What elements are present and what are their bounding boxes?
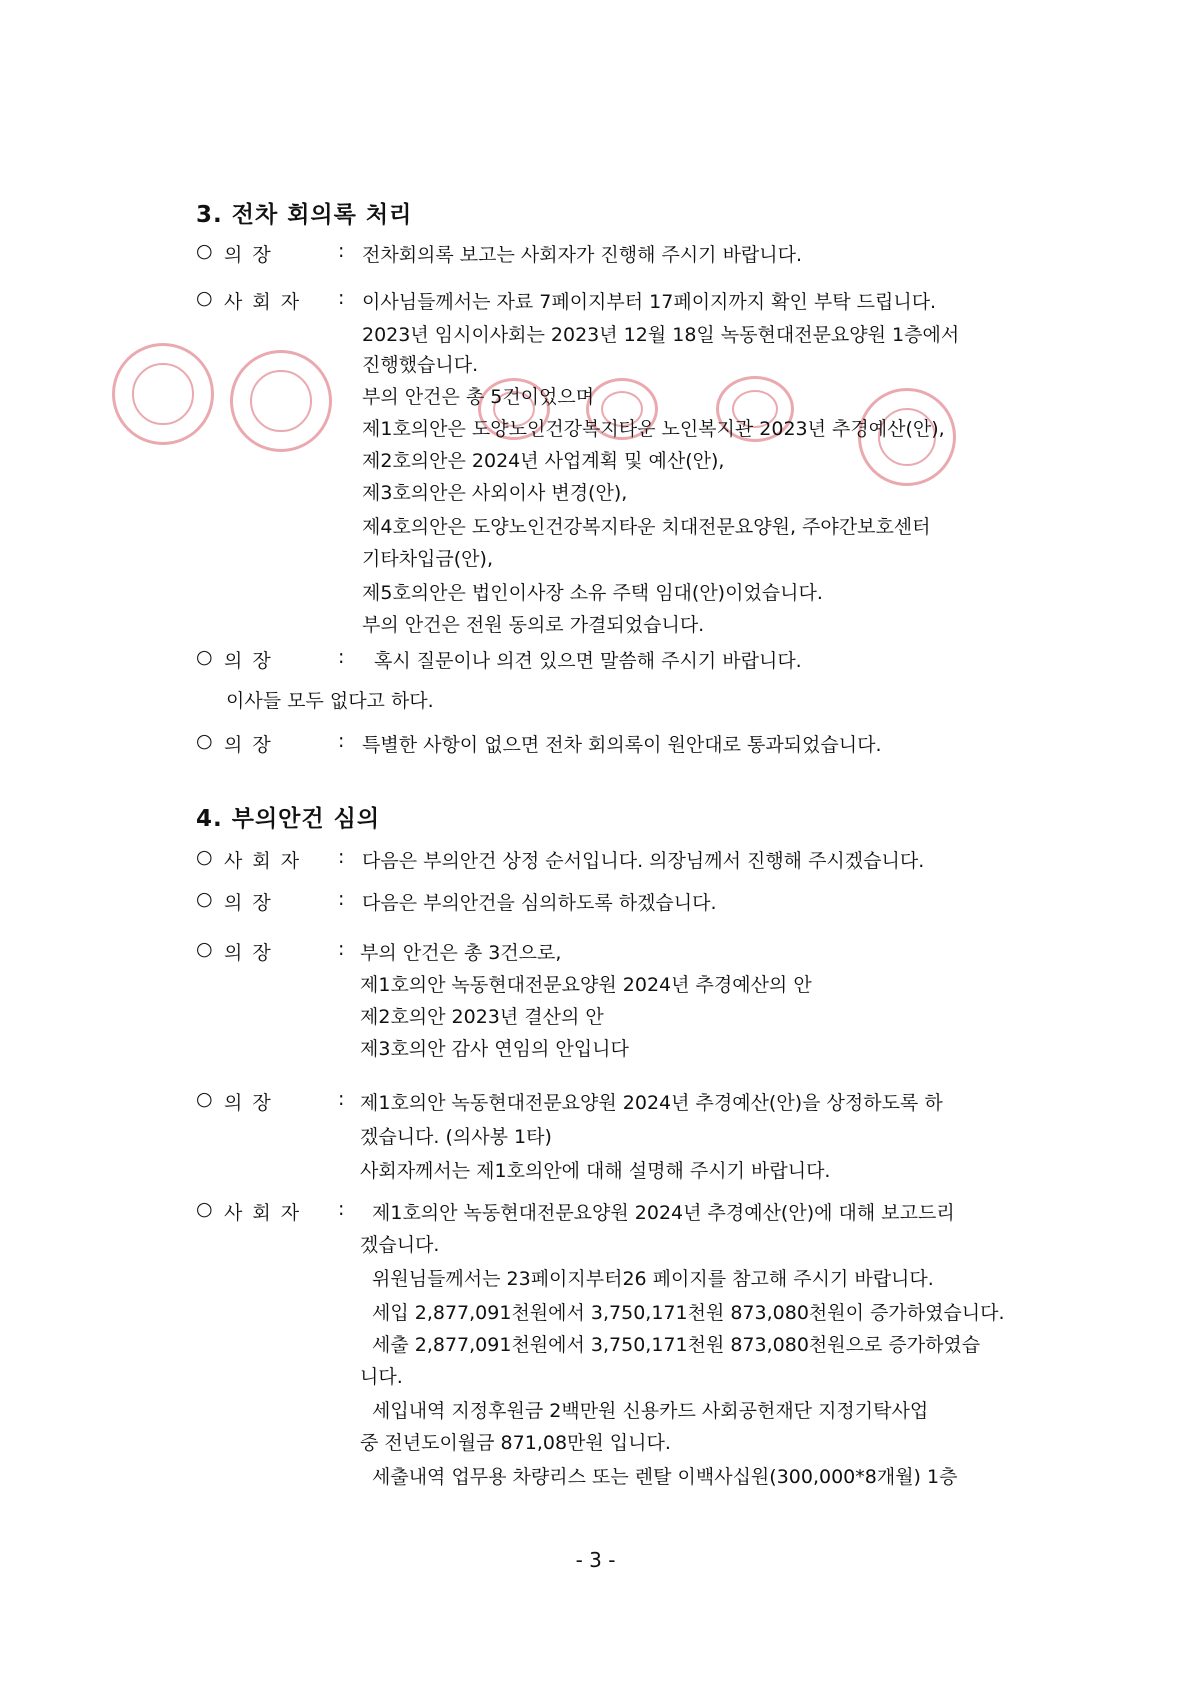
minutes-note: 이사들 모두 없다고 하다.: [226, 690, 434, 712]
minutes-text: 제2호의안은 2024년 사업계획 및 예산(안),: [362, 450, 725, 472]
section-heading: 4. 부의안건 심의: [196, 806, 381, 832]
minutes-text: 2023년 임시이사회는 2023년 12월 18일 녹동현대전문요양원 1층에서: [362, 324, 960, 346]
circle-bullet-icon: ○: [196, 846, 213, 868]
minutes-text: 제1호의안 녹동현대전문요양원 2024년 추경예산의 안: [360, 974, 812, 996]
circle-bullet-icon: ○: [196, 938, 213, 960]
minutes-text: 기타차입금(안),: [362, 548, 493, 570]
minutes-text: 제3호의안은 사외이사 변경(안),: [362, 482, 628, 504]
minutes-text: 부의 안건은 총 3건으로,: [360, 942, 562, 964]
seal-stamp: [112, 343, 214, 445]
minutes-text: 부의 안건은 전원 동의로 가결되었습니다.: [362, 614, 705, 636]
minutes-text: 위원님들께서는 23페이지부터26 페이지를 참고해 주시기 바랍니다.: [372, 1268, 934, 1290]
colon: :: [338, 287, 345, 309]
speaker-label: 의 장: [224, 650, 273, 672]
minutes-text: 사회자께서는 제1호의안에 대해 설명해 주시기 바랍니다.: [360, 1160, 831, 1182]
page-number: - 3 -: [575, 1548, 616, 1572]
colon: :: [338, 1088, 345, 1110]
speaker-label: 의 장: [224, 892, 273, 914]
speaker-label: 의 장: [224, 1092, 273, 1114]
minutes-text: 특별한 사항이 없으면 전차 회의록이 원안대로 통과되었습니다.: [362, 734, 882, 756]
minutes-text: 세입 2,877,091천원에서 3,750,171천원 873,080천원이 증가하였습니다.: [372, 1302, 1005, 1324]
minutes-text: 니다.: [360, 1366, 403, 1388]
circle-bullet-icon: ○: [196, 240, 213, 262]
minutes-text: 겠습니다. (의사봉 1타): [360, 1126, 552, 1148]
minutes-text: 세출 2,877,091천원에서 3,750,171천원 873,080천원으로 증가하였습: [372, 1334, 981, 1356]
circle-bullet-icon: ○: [196, 888, 213, 910]
minutes-text: 이사님들께서는 자료 7페이지부터 17페이지까지 확인 부탁 드립니다.: [362, 291, 937, 313]
minutes-text: 혹시 질문이나 의견 있으면 말씀해 주시기 바랍니다.: [374, 650, 802, 672]
speaker-label: 의 장: [224, 734, 273, 756]
speaker-label: 의 장: [224, 942, 273, 964]
colon: :: [338, 846, 345, 868]
circle-bullet-icon: ○: [196, 646, 213, 668]
minutes-text: 제4호의안은 도양노인건강복지타운 치대전문요양원, 주야간보호센터: [362, 516, 931, 538]
minutes-text: 제5호의안은 법인이사장 소유 주택 임대(안)이었습니다.: [362, 582, 823, 604]
circle-bullet-icon: ○: [196, 1088, 213, 1110]
minutes-text: 중 전년도이월금 871,08만원 입니다.: [360, 1432, 671, 1454]
minutes-text: 제2호의안 2023년 결산의 안: [360, 1006, 604, 1028]
speaker-label: 의 장: [224, 244, 273, 266]
section-heading: 3. 전차 회의록 처리: [196, 202, 413, 228]
minutes-text: 제1호의안 녹동현대전문요양원 2024년 추경예산(안)을 상정하도록 하: [360, 1092, 943, 1114]
minutes-text: 제1호의안은 도양노인건강복지타운 노인복지관 2023년 추경예산(안),: [362, 418, 945, 440]
speaker-label: 사 회 자: [224, 850, 302, 872]
minutes-text: 진행했습니다.: [362, 354, 479, 376]
colon: :: [338, 938, 345, 960]
minutes-text: 제3호의안 감사 연임의 안입니다: [360, 1038, 629, 1060]
colon: :: [338, 646, 345, 668]
colon: :: [338, 240, 345, 262]
minutes-text: 전차회의록 보고는 사회자가 진행해 주시기 바랍니다.: [362, 244, 803, 266]
minutes-text: 겠습니다.: [360, 1234, 440, 1256]
colon: :: [338, 730, 345, 752]
speaker-label: 사 회 자: [224, 291, 302, 313]
minutes-text: 세출내역 업무용 차량리스 또는 렌탈 이백사십원(300,000*8개월) 1층: [372, 1466, 958, 1488]
colon: :: [338, 888, 345, 910]
speaker-label: 사 회 자: [224, 1202, 302, 1224]
circle-bullet-icon: ○: [196, 287, 213, 309]
minutes-text: 세입내역 지정후원금 2백만원 신용카드 사회공헌재단 지정기탁사업: [372, 1400, 929, 1422]
minutes-text: 다음은 부의안건 상정 순서입니다. 의장님께서 진행해 주시겠습니다.: [362, 850, 925, 872]
seal-stamp: [230, 350, 332, 452]
circle-bullet-icon: ○: [196, 1198, 213, 1220]
minutes-text: 부의 안건은 총 5건이었으며: [362, 386, 595, 408]
minutes-text: 제1호의안 녹동현대전문요양원 2024년 추경예산(안)에 대해 보고드리: [372, 1202, 955, 1224]
colon: :: [338, 1198, 345, 1220]
circle-bullet-icon: ○: [196, 730, 213, 752]
minutes-text: 다음은 부의안건을 심의하도록 하겠습니다.: [362, 892, 717, 914]
